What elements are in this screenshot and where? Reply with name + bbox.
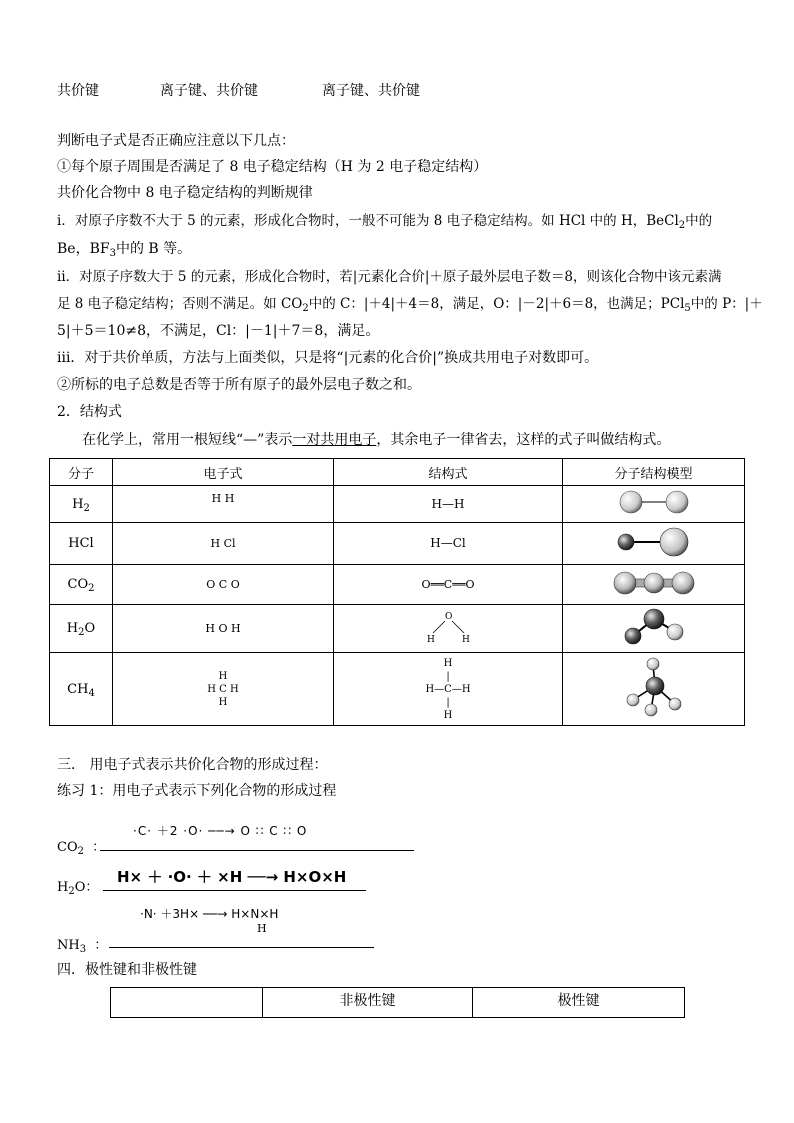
header-electron-formula: 电子式	[113, 459, 334, 486]
molecule-model-ch4	[563, 653, 745, 726]
polarity-table	[110, 987, 685, 1018]
header-molecule: 分子	[50, 459, 113, 486]
co2-label: $CO_2$ ：	[57, 840, 106, 857]
notes-rule-i-line1: ⅰ．对原子序数不大于 5 的元素，形成化合物时，一般不可能为 8 电子稳定结构。如 HCl 中的 H，BeCl$_2$中的	[57, 213, 713, 231]
molecule-cell: $H_2$	[50, 486, 113, 523]
table-row	[50, 653, 745, 726]
section2-paragraph: 在化学上，常用一根短线“—”表示一对共用电子，其余电子一律省去，这样的式子叫做结构式。	[82, 432, 671, 448]
h2o-label: $H_2O$：	[57, 880, 99, 897]
notes-rule-ii-line3: 5|＋5＝10≠8，不满足，Cl：|－1|＋7＝8，满足。	[57, 323, 380, 339]
header-structural-formula: 结构式	[334, 459, 563, 486]
electron-formula-cell: H O H	[113, 605, 334, 653]
h2o-formation-equation: H× ＋ ·O· ＋ ×H ──→ H×O×H	[117, 868, 347, 886]
header-model: 分子结构模型	[563, 459, 745, 486]
notes-point1: ①每个原子周围是否满足了 8 电子稳定结构（H 为 2 电子稳定结构）	[57, 159, 488, 175]
h2-model-icon	[614, 487, 694, 517]
nh3-label: $NH_3$ ：	[57, 938, 108, 955]
molecule-cell: $CH_4$	[50, 653, 113, 726]
electron-formula-cell: H Cl	[113, 523, 334, 565]
molecule-model-hcl	[563, 523, 745, 565]
structural-formula-cell	[334, 605, 563, 653]
structure-table	[49, 458, 745, 726]
section3-exercise: 练习 1：用电子式表示下列化合物的形成过程	[57, 783, 337, 799]
hcl-model-icon	[614, 525, 694, 559]
molecule-model-h2	[563, 486, 745, 523]
notes-rule-title: 共价化合物中 8 电子稳定结构的判断规律	[57, 185, 313, 201]
nh3-bottom-h: H	[257, 922, 267, 935]
svg-text:O: O	[445, 611, 453, 622]
electron-formula-cell: H H	[113, 486, 334, 523]
electron-formula-cell: H H C H H	[113, 653, 334, 726]
nh3-answer-line	[109, 947, 374, 948]
section2-heading: 2．结构式	[57, 404, 122, 420]
molecule-cell: $H_2O$	[50, 605, 113, 653]
table-row	[50, 486, 745, 523]
notes-point2: ②所标的电子总数是否等于所有原子的最外层电子数之和。	[57, 377, 421, 393]
top-row-cell-1: 共价键	[57, 83, 99, 99]
notes-rule-ii-line2: 足 8 电子稳定结构；否则不满足。如 $CO_2$中的 C：|＋4|＋4＝8，满足，O：|－2|＋6＝8，也满足；PCl$_5$中的 P：|＋	[57, 296, 763, 314]
structural-formula-cell: H | H—C—H | H	[334, 653, 563, 726]
table-row	[50, 565, 745, 605]
table-row	[50, 605, 745, 653]
molecule-model-co2	[563, 565, 745, 605]
svg-text:H: H	[427, 634, 435, 645]
molecule-model-h2o	[563, 605, 745, 653]
structural-formula-cell: H—H	[334, 486, 563, 523]
co2-formation-equation: ·C· ＋2 ·O· ──→ O ∷ C ∷ O	[133, 824, 308, 838]
structural-formula-cell: H—Cl	[334, 523, 563, 565]
top-row-cell-2: 离子键、共价键	[160, 83, 258, 99]
ch4-model-icon	[619, 655, 689, 719]
nh3-formation-equation: ·N· ＋3H× ──→ H×N×H	[140, 907, 279, 921]
notes-rule-iii: ⅲ．对于共价单质，方法与上面类似，只是将“|元素的化合价|”换成共用电子对数即可。	[57, 350, 599, 366]
header-polar-bond: 极性键	[473, 988, 685, 1018]
table-row	[50, 523, 745, 565]
molecule-cell: HCl	[50, 523, 113, 565]
co2-model-icon	[611, 568, 697, 598]
section4-heading: 四．极性键和非极性键	[57, 962, 197, 978]
h2o-structural-icon	[418, 609, 478, 645]
svg-text:H: H	[462, 634, 470, 645]
header-nonpolar-bond: 非极性键	[263, 988, 473, 1018]
notes-intro: 判断电子式是否正确应注意以下几点：	[57, 133, 295, 149]
structural-formula-cell: O══C══O	[334, 565, 563, 605]
notes-rule-i-line2: Be，$BF_3$中的 B 等。	[57, 241, 192, 259]
molecule-cell: $CO_2$	[50, 565, 113, 605]
section3-heading: 三． 用电子式表示共价化合物的形成过程：	[57, 757, 328, 773]
electron-formula-cell: O C O	[113, 565, 334, 605]
notes-rule-ii-line1: ⅱ．对原子序数大于 5 的元素，形成化合物时，若|元素化合价|＋原子最外层电子数＝8，则该化合物中该元素满	[57, 269, 722, 285]
h2o-answer-line	[103, 890, 366, 891]
top-row-cell-3: 离子键、共价键	[322, 83, 420, 99]
h2o-model-icon	[622, 607, 686, 647]
polarity-table-blank-header	[111, 988, 263, 1018]
co2-answer-line	[100, 850, 414, 851]
